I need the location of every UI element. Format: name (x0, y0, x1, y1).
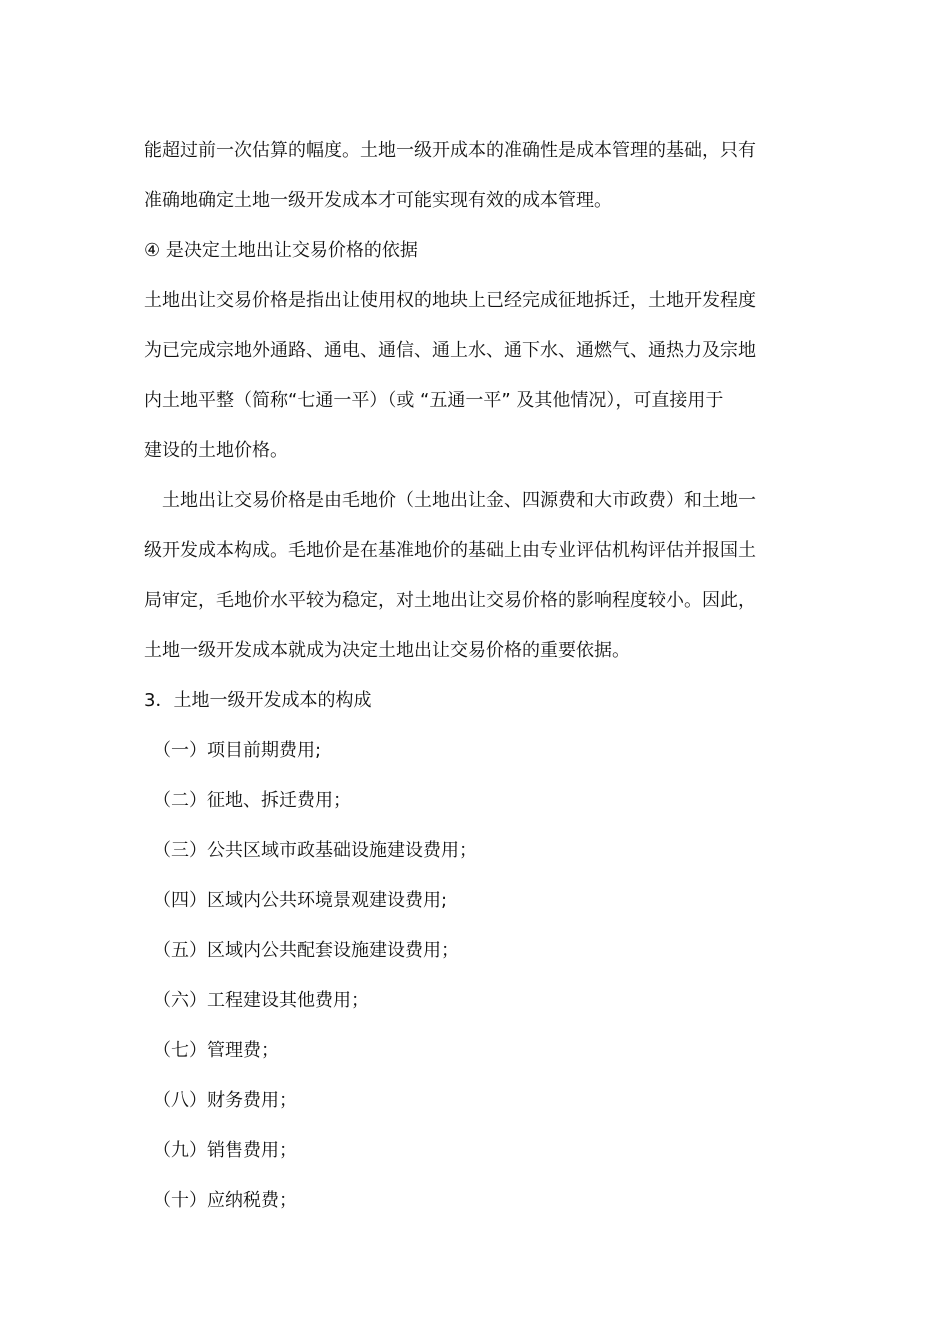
list-item: （五）区域内公共配套设施建设费用； (153, 940, 459, 961)
paragraph-line: 为已完成宗地外通路、通电、通信、通上水、通下水、通燃气、通热力及宗地 (144, 340, 756, 361)
list-item: （一）项目前期费用; (153, 740, 322, 761)
list-item: （二）征地、拆迁费用； (153, 790, 351, 811)
list-item: （十）应纳税费； (153, 1190, 297, 1211)
list-item: （八）财务费用； (153, 1090, 297, 1111)
list-item: （九）销售费用； (153, 1140, 297, 1161)
paragraph-line: 级开发成本构成。毛地价是在基准地价的基础上由专业评估机构评估并报国土 (144, 540, 756, 561)
paragraph-line: 建设的土地价格。 (144, 440, 288, 461)
section-heading: 3．土地一级开发成本的构成 (144, 690, 372, 711)
section-heading: ④ 是决定土地出让交易价格的依据 (144, 240, 418, 261)
list-item: （四）区域内公共环境景观建设费用; (153, 890, 448, 911)
paragraph-line: 局审定，毛地价水平较为稳定，对土地出让交易价格的影响程度较小。因此， (144, 590, 756, 611)
list-item: （三）公共区域市政基础设施建设费用； (153, 840, 477, 861)
list-item: （七）管理费； (153, 1040, 279, 1061)
document-body (144, 126, 808, 1226)
paragraph-line: 内土地平整（简称“七通一平）（或 “五通一平” 及其他情况），可直接用于 (144, 390, 724, 411)
list-item: （六）工程建设其他费用； (153, 990, 369, 1011)
paragraph-line: 土地一级开发成本就成为决定土地出让交易价格的重要依据。 (144, 640, 630, 661)
paragraph-line: 土地出让交易价格是由毛地价（土地出让金、四源费和大市政费）和土地一 (162, 490, 756, 511)
paragraph-line: 能超过前一次估算的幅度。土地一级开成本的准确性是成本管理的基础，只有 (144, 140, 756, 161)
paragraph-line: 土地出让交易价格是指出让使用权的地块上已经完成征地拆迁，土地开发程度 (144, 290, 756, 311)
paragraph-line: 准确地确定土地一级开发成本才可能实现有效的成本管理。 (144, 190, 612, 211)
